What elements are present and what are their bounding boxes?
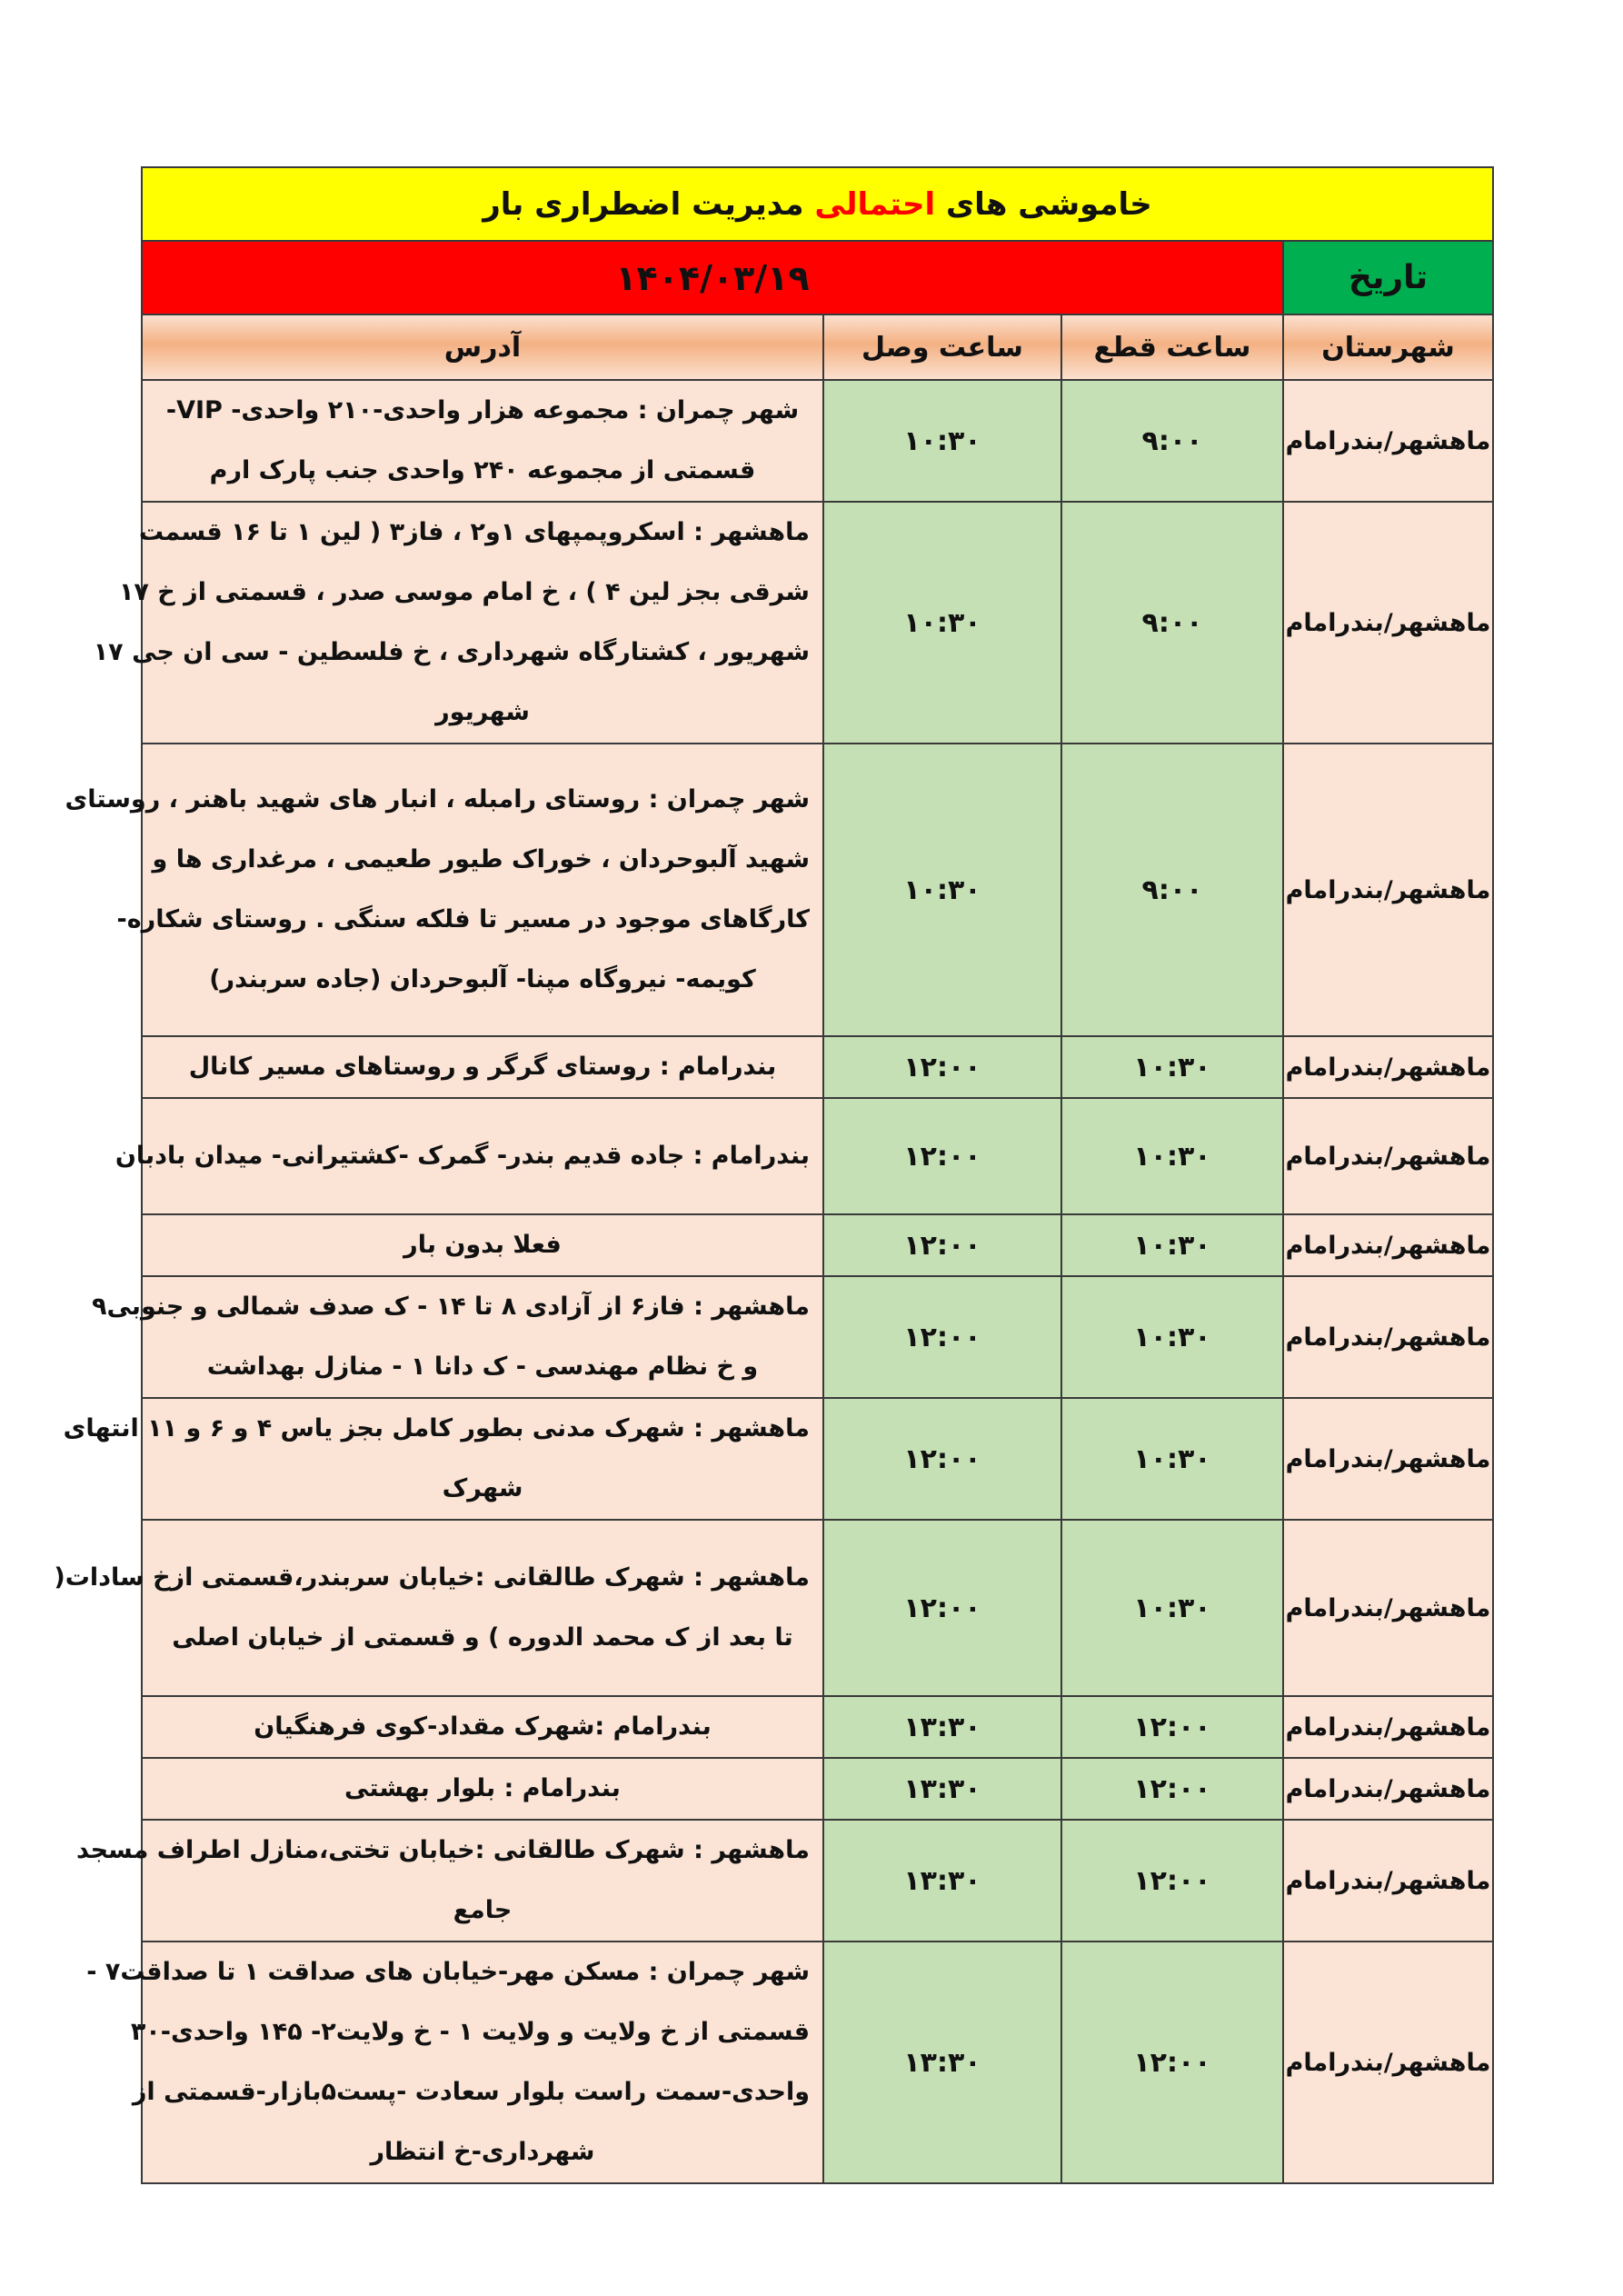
connect-time-cell: ۱۲:۰۰ [823, 1398, 1061, 1520]
address-line: بندرامام : روستای گرگر و روستاهای مسیر کانال [188, 1053, 777, 1081]
table-row [142, 1276, 1493, 1398]
outage-schedule-sheet [54, 166, 1494, 2184]
table-row [142, 1520, 1493, 1696]
address-cell [65, 744, 823, 1036]
city-cell: ماهشهر/بندرامام [1283, 1942, 1493, 2183]
connect-time-cell: ۱۰:۳۰ [823, 380, 1061, 502]
connect-time-cell: ۱۲:۰۰ [823, 1276, 1061, 1398]
city-cell: ماهشهر/بندرامام [1283, 1214, 1493, 1276]
address-line: شهر چمران : مسکن مهر-خیابان های صداقت ۱ تا صداقت۷ - [86, 1958, 810, 1986]
connect-time-cell: ۱۲:۰۰ [823, 1214, 1061, 1276]
cut-time-cell: ۱۰:۳۰ [1061, 1398, 1283, 1520]
address-line: ماهشهر : شهرک طالقانی :خیابان تختی،منازل اطراف مسجد [76, 1836, 810, 1864]
city-cell: ماهشهر/بندرامام [1283, 1098, 1493, 1214]
title-accent: احتمالی [814, 185, 936, 223]
title-before: خاموشی های [945, 185, 1152, 223]
address-line: واحدی-سمت راست بلوار سعادت -پست۵بازار-قسمتی از [132, 2078, 810, 2106]
address-cell [142, 1214, 823, 1276]
address-line: فعلا بدون بار [403, 1231, 562, 1259]
table-row [142, 380, 1493, 502]
city-cell: ماهشهر/بندرامام [1283, 1820, 1493, 1942]
connect-time-cell: ۱۳:۳۰ [823, 1942, 1061, 2183]
table-row [142, 1820, 1493, 1942]
city-cell: ماهشهر/بندرامام [1283, 502, 1493, 744]
cut-time-cell: ۱۰:۳۰ [1061, 1276, 1283, 1398]
address-cell [54, 1520, 823, 1696]
table-row [142, 1398, 1493, 1520]
address-line: جامع [453, 1896, 513, 1924]
city-cell: ماهشهر/بندرامام [1283, 1520, 1493, 1696]
table-row [142, 744, 1493, 1036]
address-line: بندرامام : بلوار بهشتی [344, 1774, 621, 1802]
cut-time-cell: ۱۰:۳۰ [1061, 1036, 1283, 1098]
address-line: شهید آلبوحردان ، خوراک طیور طعیمی ، مرغداری ها و [152, 845, 810, 873]
outage-schedule-table [54, 166, 1494, 2184]
header-connect-time: ساعت وصل [823, 314, 1061, 380]
cut-time-cell: ۹:۰۰ [1061, 502, 1283, 744]
connect-time-cell: ۱۰:۳۰ [823, 744, 1061, 1036]
address-line: شهرک [442, 1474, 523, 1502]
address-line: تا بعد از ک محمد الدوره ) و قسمتی از خیابان اصلی [172, 1623, 793, 1652]
connect-time-cell: ۱۰:۳۰ [823, 502, 1061, 744]
address-line: قسمتی از مجموعه ۲۴۰ واحدی جنب پارک ارم [209, 456, 756, 484]
header-city: شهرستان [1283, 314, 1493, 380]
city-cell: ماهشهر/بندرامام [1283, 744, 1493, 1036]
connect-time-cell: ۱۳:۳۰ [823, 1820, 1061, 1942]
address-line: بندرامام :شهرک مقداد-کوی فرهنگیان [254, 1712, 712, 1741]
address-line: قسمتی از خ ولایت و ولایت ۱ - خ ولایت۲- ۱۴۵ واحدی-۳۰ [130, 2018, 810, 2046]
connect-time-cell: ۱۳:۳۰ [823, 1696, 1061, 1758]
city-cell: ماهشهر/بندرامام [1283, 1398, 1493, 1520]
address-line: شهر چمران : مجموعه هزار واحدی-۲۱۰ واحدی- VIP- [165, 396, 800, 424]
address-cell [142, 1696, 823, 1758]
table-row [142, 1942, 1493, 2183]
table-row [142, 1098, 1493, 1214]
address-cell [142, 380, 823, 502]
address-cell [63, 1398, 823, 1520]
header-row [142, 314, 1493, 380]
address-cell [93, 502, 823, 744]
header-address: آدرس [142, 314, 823, 380]
cut-time-cell: ۱۰:۳۰ [1061, 1520, 1283, 1696]
title-row [142, 167, 1493, 241]
table-row [142, 1036, 1493, 1098]
table-row [142, 1214, 1493, 1276]
table-row [142, 1758, 1493, 1820]
address-cell [86, 1942, 823, 2183]
connect-time-cell: ۱۲:۰۰ [823, 1520, 1061, 1696]
address-line: شهریور [435, 698, 530, 726]
city-cell: ماهشهر/بندرامام [1283, 1758, 1493, 1820]
cut-time-cell: ۹:۰۰ [1061, 744, 1283, 1036]
page-title [142, 167, 1493, 241]
address-cell [92, 1276, 823, 1398]
cut-time-cell: ۱۲:۰۰ [1061, 1696, 1283, 1758]
city-cell: ماهشهر/بندرامام [1283, 1036, 1493, 1098]
date-value: ۱۴۰۴/۰۳/۱۹ [142, 241, 1283, 314]
address-cell [142, 1036, 823, 1098]
date-label: تاریخ [1283, 241, 1493, 314]
address-line: بندرامام : جاده قدیم بندر- گمرک -کشتیرانی- میدان بادبان [115, 1142, 810, 1170]
cut-time-cell: ۱۰:۳۰ [1061, 1098, 1283, 1214]
cut-time-cell: ۱۲:۰۰ [1061, 1942, 1283, 2183]
date-row [142, 241, 1493, 314]
address-line: ماهشهر : فاز۶ از آزادی ۸ تا ۱۴ - ک صدف شمالی و جنوبی۹ [92, 1293, 810, 1321]
address-cell [115, 1098, 823, 1214]
address-line: کویمه- نیروگاه مپنا- آلبوحردان (جاده سربندر) [209, 965, 756, 993]
address-line: ماهشهر : شهرک مدنی بطور کامل بجز یاس ۴ و ۶ و ۱۱ انتهای [63, 1414, 810, 1442]
header-cut-time: ساعت قطع [1061, 314, 1283, 380]
address-cell [142, 1758, 823, 1820]
cut-time-cell: ۱۲:۰۰ [1061, 1820, 1283, 1942]
address-line: ماهشهر : اسکروپمپهای ۱و۲ ، فاز۳ ( لین ۱ تا ۱۶ قسمت [138, 518, 810, 546]
city-cell: ماهشهر/بندرامام [1283, 1696, 1493, 1758]
address-cell [76, 1820, 823, 1942]
connect-time-cell: ۱۲:۰۰ [823, 1036, 1061, 1098]
city-cell: ماهشهر/بندرامام [1283, 380, 1493, 502]
address-line: شرقی بجز لین ۴ ) ، خ امام موسی صدر ، قسمتی از خ ۱۷ [118, 578, 810, 606]
table-row [142, 502, 1493, 744]
address-line: شهر چمران : روستای رامبله ، انبار های شهید باهنر ، روستای [65, 785, 810, 814]
address-line: ماهشهر : شهرک طالقانی :خیابان سربندر،قسمتی ازخ سادات( [54, 1563, 810, 1592]
connect-time-cell: ۱۲:۰۰ [823, 1098, 1061, 1214]
cut-time-cell: ۹:۰۰ [1061, 380, 1283, 502]
address-line: شهرداری-خ انتظار [370, 2138, 595, 2166]
city-cell: ماهشهر/بندرامام [1283, 1276, 1493, 1398]
cut-time-cell: ۱۲:۰۰ [1061, 1758, 1283, 1820]
table-row [142, 1696, 1493, 1758]
address-line: شهریور ، کشتارگاه شهرداری ، خ فلسطین - سی ان جی ۱۷ [93, 638, 810, 666]
address-line: و خ نظام مهندسی - ک دانا ۱ - منازل بهداشت [206, 1353, 759, 1381]
connect-time-cell: ۱۳:۳۰ [823, 1758, 1061, 1820]
cut-time-cell: ۱۰:۳۰ [1061, 1214, 1283, 1276]
title-after: مدیریت اضطراری بار [483, 185, 804, 223]
address-line: کارگاهای موجود در مسیر تا فلکه سنگی . روستای شکاره- [116, 905, 810, 933]
